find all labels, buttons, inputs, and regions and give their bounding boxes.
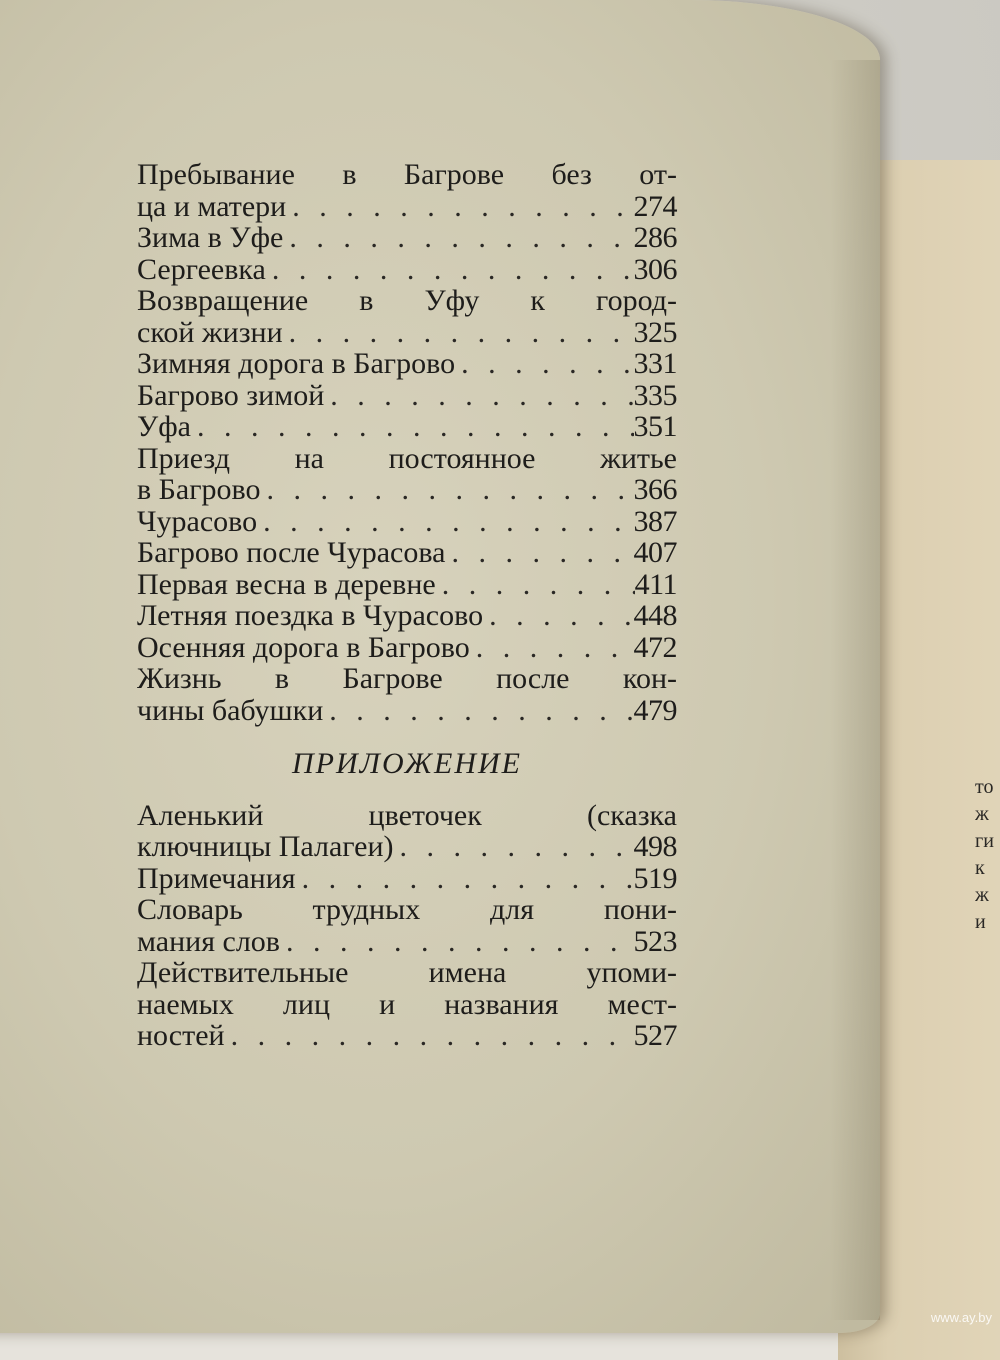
toc-entry-line	[137, 159, 677, 191]
toc-entry-title: чины бабушки	[137, 693, 324, 727]
toc-entry-title: Зима в Уфе	[137, 221, 284, 254]
toc-entry-title: Приезд на постоянное житье	[137, 441, 677, 475]
toc-page-number: 335	[633, 378, 677, 412]
toc-entry-line	[137, 894, 677, 926]
toc-entry-line	[137, 285, 677, 317]
toc-page-number: 306	[633, 252, 677, 286]
toc-entry-line	[137, 411, 677, 443]
dot-leader	[470, 632, 634, 664]
facing-page-line: к	[975, 857, 985, 879]
facing-page-text-fragment	[975, 774, 1000, 936]
toc-entry-line	[137, 600, 677, 632]
watermark: www.ay.by	[930, 1310, 992, 1325]
toc-entry-title: ностей	[137, 1019, 225, 1052]
facing-page-line: то	[975, 776, 994, 798]
toc-entry-title: Аленький цветочек (сказка	[137, 798, 677, 832]
toc-entry-title: Летняя поездка в Чурасово	[137, 599, 484, 632]
toc-entry	[137, 632, 677, 664]
toc-appendix-list	[137, 800, 677, 1052]
toc-entry-line	[137, 474, 677, 506]
toc-entry	[137, 380, 677, 412]
toc-entry-title: Пребывание в Багрове без от-	[137, 158, 677, 191]
toc-entry	[137, 285, 677, 348]
toc-page-number: 472	[633, 630, 677, 664]
toc-entry-title: Словарь трудных для пони-	[137, 893, 677, 926]
toc-page-number: 325	[633, 315, 677, 349]
toc-page-number: 286	[633, 221, 677, 254]
toc-entry-line	[137, 926, 677, 958]
toc-entry-line	[137, 443, 677, 475]
toc-entry-title: ца и матери	[137, 189, 287, 223]
toc-entry	[137, 254, 677, 286]
toc-page-number: 407	[633, 536, 677, 569]
toc-page-number: 479	[633, 693, 677, 727]
toc-entry-title: в Багрово	[137, 473, 261, 506]
toc-entry	[137, 411, 677, 443]
toc-entry	[137, 663, 677, 726]
toc-entry-title: Багрово после Чурасова	[137, 536, 446, 569]
toc-entry-title: Осенняя дорога в Багрово	[137, 630, 470, 664]
toc-entry-line	[137, 191, 677, 223]
dot-leader	[266, 254, 634, 286]
toc-page-number: 274	[633, 189, 677, 223]
toc-entry-title: Зимняя дорога в Багрово	[137, 347, 456, 380]
dot-leader	[324, 380, 633, 412]
toc-entry-line	[137, 663, 677, 695]
toc-page-number: 411	[634, 567, 677, 601]
toc-page-number: 448	[633, 599, 677, 632]
toc-entry	[137, 443, 677, 506]
toc-entry	[137, 600, 677, 632]
toc-entry-line	[137, 380, 677, 412]
toc-entry	[137, 348, 677, 380]
toc-entry-title: Багрово зимой	[137, 378, 325, 412]
toc-entry-line	[137, 989, 677, 1021]
toc-page-number: 351	[633, 410, 677, 443]
toc-entry-line	[137, 800, 677, 832]
toc-entry-title: Сергеевка	[137, 252, 266, 286]
dot-leader	[436, 569, 635, 601]
toc-entry-line	[137, 537, 677, 569]
dot-leader	[260, 474, 633, 506]
toc-page-number: 519	[633, 861, 677, 895]
toc-page-number: 387	[633, 504, 677, 538]
toc-entry-title: наемых лиц и названия мест-	[137, 987, 677, 1021]
toc-entry-title: Примечания	[137, 861, 296, 895]
dot-leader	[323, 695, 633, 727]
toc-page-number: 523	[633, 924, 677, 958]
toc-page-number: 527	[633, 1019, 677, 1052]
toc-entry-line	[137, 632, 677, 664]
toc-entry-title: мания слов	[137, 924, 280, 958]
toc-entry	[137, 506, 677, 538]
dot-leader	[445, 537, 633, 569]
toc-entry-title: Возвращение в Уфу к город-	[137, 284, 677, 317]
facing-page-line: ги	[975, 830, 994, 852]
toc-page-number: 366	[633, 473, 677, 506]
dot-leader	[455, 348, 633, 380]
facing-page-line: ж	[975, 884, 989, 906]
toc-entry-line	[137, 348, 677, 380]
toc-entry	[137, 800, 677, 863]
toc-entry	[137, 222, 677, 254]
toc-entry-title: Жизнь в Багрове после кон-	[137, 662, 677, 695]
dot-leader	[280, 926, 634, 958]
toc-entry-line	[137, 957, 677, 989]
toc-entry-line	[137, 506, 677, 538]
dot-leader	[257, 506, 633, 538]
toc-entry-title: Первая весна в деревне	[137, 567, 436, 601]
toc-entry	[137, 863, 677, 895]
toc-entry	[137, 537, 677, 569]
facing-page-line: и	[975, 911, 986, 933]
facing-page-line: ж	[975, 803, 989, 825]
toc-entry	[137, 957, 677, 1052]
dot-leader	[286, 191, 633, 223]
toc-entry-line	[137, 1020, 677, 1052]
dot-leader	[191, 411, 634, 443]
dot-leader	[283, 317, 634, 349]
toc-page-number: 331	[633, 347, 677, 380]
dot-leader	[225, 1020, 634, 1052]
toc-entry-line	[137, 222, 677, 254]
toc-main-list	[137, 159, 677, 726]
toc-entry-title: Чурасово	[137, 504, 258, 538]
dot-leader	[283, 222, 633, 254]
table-of-contents	[137, 159, 677, 1052]
toc-page-number: 498	[633, 830, 677, 863]
toc-entry-line	[137, 317, 677, 349]
dot-leader	[394, 831, 634, 863]
appendix-heading: ПРИЛОЖЕНИЕ	[292, 747, 522, 780]
toc-entry-title: Действительные имена упоми-	[137, 956, 677, 989]
toc-entry-title: ской жизни	[137, 315, 283, 349]
toc-entry-line	[137, 831, 677, 863]
toc-entry-title: Уфа	[137, 410, 191, 443]
toc-entry	[137, 569, 677, 601]
toc-entry	[137, 159, 677, 222]
toc-entry	[137, 894, 677, 957]
dot-leader	[483, 600, 633, 632]
toc-entry-line	[137, 863, 677, 895]
dot-leader	[296, 863, 634, 895]
toc-entry-line	[137, 695, 677, 727]
toc-entry-line	[137, 569, 677, 601]
toc-entry-title: ключницы Палагеи)	[137, 830, 394, 863]
toc-entry-line	[137, 254, 677, 286]
